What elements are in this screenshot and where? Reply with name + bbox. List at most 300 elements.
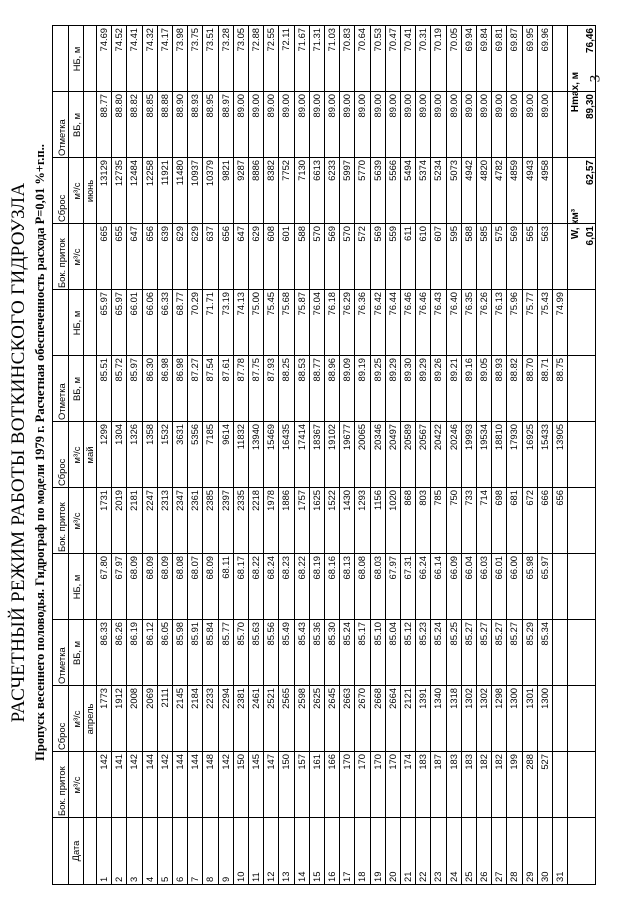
table-cell: 70.83 [341,28,353,52]
table-cell: 85.91 [189,622,201,646]
header-unit-6: ВБ, м [71,376,82,402]
table-cell: 1757 [295,490,307,511]
table-cell: 31 [554,871,565,882]
table-cell: 73.98 [174,28,185,52]
table-cell: 611 [402,226,413,241]
table-cell: 65.97 [98,292,109,316]
table-cell: 74.17 [158,28,170,52]
table-cell [552,26,567,92]
table-cell: 85.84 [204,622,216,646]
table-cell: 76.29 [341,292,353,316]
table-cell: 2111 [158,688,170,708]
table-cell: 89.00 [417,94,429,118]
table-cell: 5997 [341,160,353,181]
table-cell [552,554,567,620]
table-cell: 10937 [189,160,201,187]
table-cell: 144 [174,754,185,770]
table-cell: 4859 [508,160,520,181]
table-cell: 647 [234,226,246,242]
table-cell: 2313 [158,490,170,511]
table-cell: 88.70 [523,358,535,382]
table-cell: 75.45 [265,292,277,316]
table-cell: 88.25 [280,358,292,382]
table-cell: 88.90 [174,94,185,118]
table-cell: 73.05 [234,28,246,52]
table-cell: 89.00 [447,94,459,118]
page-number: 3 [587,74,604,83]
table-cell: 66.00 [508,556,520,580]
table-cell: 74.52 [113,28,125,52]
table-cell: 183 [462,754,474,770]
table-cell: 656 [143,226,155,242]
table-cell: 88.93 [493,358,505,382]
table-cell: 2565 [280,688,292,709]
table-cell: 85.30 [326,622,337,646]
table-cell: 11 [250,872,261,882]
table-cell: 9614 [219,424,231,445]
table-cell: 65.97 [538,556,550,580]
table-cell: 575 [493,226,505,242]
table-cell: 4782 [493,160,505,181]
table-cell: 570 [310,226,322,242]
header-unit-8: м³/с [71,248,82,266]
table-cell: 698 [493,490,505,506]
table-cell: 3 [128,876,140,882]
table-cell: 1625 [310,490,322,511]
table-cell: 86.98 [174,358,185,382]
table-cell: 88.80 [113,94,125,118]
table-cell: 13940 [250,424,261,451]
table-cell: 76.43 [432,292,444,316]
table-cell: 73.51 [204,28,216,52]
table-cell: 68.16 [326,556,337,580]
table-cell: 8382 [265,160,277,181]
table-cell: 2347 [174,490,185,511]
table-cell: 85.10 [371,622,383,646]
table-cell: 2668 [371,688,383,709]
table-cell: 1430 [341,490,353,511]
table-cell: 89.29 [386,358,398,382]
table-cell: 610 [417,226,429,242]
table-cell: 637 [204,226,216,242]
table-cell: 85.77 [219,622,231,646]
table-cell: 71.31 [310,28,322,52]
table-cell: 17414 [295,424,307,451]
table-cell: 1298 [493,688,505,709]
table-cell: 183 [417,754,429,770]
table-cell: 75.43 [538,292,550,316]
table-cell: 66.14 [432,556,444,580]
table-cell: 142 [98,754,109,770]
table-cell: 2145 [174,688,185,709]
table-cell: 85.24 [341,622,353,646]
table-cell: 74.99 [554,292,565,316]
table-cell: 1358 [143,424,155,445]
table-cell: 2 [113,876,125,882]
table-cell: 76.26 [478,292,489,316]
table-cell: 89.05 [478,358,489,382]
table-cell: 4958 [538,160,550,181]
table-cell: 868 [402,490,413,506]
table-cell: 87.27 [189,358,201,382]
table-cell: 68.19 [310,556,322,580]
table-cell: 1300 [508,688,520,709]
table-cell: 68.13 [341,556,353,580]
table-cell: 65.98 [523,556,535,580]
table-cell: 5073 [447,160,459,181]
table-cell: 5356 [189,424,201,445]
table-cell: 5566 [386,160,398,181]
table-cell: 85.36 [310,622,322,646]
table-cell: 1304 [113,424,125,445]
table-cell: 1912 [113,688,125,709]
header-month-april: апрель [84,703,95,735]
table-cell: 1522 [326,490,337,511]
table-cell: 2645 [326,688,337,709]
table-cell: 89.21 [447,358,459,382]
header-group-6: Бок. приток [56,238,67,288]
table-cell: 20422 [432,424,444,451]
table-cell: 147 [265,754,277,770]
table-cell: 68.07 [189,556,201,580]
table-cell: 5770 [356,160,368,181]
table-cell: 1302 [462,688,474,709]
table-cell: 639 [158,226,170,242]
table-cell: 23 [432,871,444,882]
header-group-8: Отметка [56,119,67,156]
table-cell: 18367 [310,424,322,451]
table-cell: 68.08 [174,556,185,580]
table-cell: 89.00 [478,94,489,118]
table-cell: 76.13 [493,292,505,316]
table-cell: 17930 [508,424,520,451]
table-cell: 9821 [219,160,231,181]
header-unit-4: м³/с [71,512,82,530]
table-cell: 647 [128,226,140,242]
table-cell: 182 [478,754,489,770]
table-cell: 19677 [341,424,353,451]
table-cell: 68.23 [280,556,292,580]
table-cell: 74.13 [234,292,246,316]
table-cell: 89.00 [462,94,474,118]
table-cell: 2361 [189,490,201,511]
table-cell: 187 [432,754,444,770]
table-cell: 26 [478,871,489,882]
table-cell: 66.01 [493,556,505,580]
header-unit-9: м³/с [71,182,82,200]
table-cell: 68.09 [204,556,216,580]
table-cell: 569 [508,226,520,242]
table-cell: 70.31 [417,28,429,52]
table-cell: 1326 [128,424,140,445]
table-cell: 75.96 [508,292,520,316]
table-cell: 527 [538,754,550,770]
table-cell: 20065 [356,424,368,451]
table-cell: 69.96 [538,28,550,52]
table-cell: 86.19 [128,622,140,646]
table-cell: 785 [432,490,444,506]
table-cell: 72.11 [280,28,292,51]
table-cell: 288 [523,754,535,770]
header-group-3: Бок. приток [56,502,67,552]
table-cell: 5374 [417,160,429,181]
table-cell: 73.75 [189,28,201,52]
table-cell: 85.27 [508,622,520,646]
table-cell: 1 [98,876,109,882]
table-cell: 88.75 [554,358,565,382]
table-cell: 89.00 [265,94,277,118]
table-cell: 144 [189,754,201,770]
table-cell: 69.94 [462,28,474,52]
table-cell: 1773 [98,688,109,709]
table-cell: 17 [341,871,353,882]
table-cell: 68.09 [143,556,155,580]
table-cell: 86.12 [143,622,155,646]
table-cell: 89.00 [250,94,261,118]
table-cell: 2184 [189,688,201,709]
header-unit-2: ВБ, м [71,640,82,666]
table-cell: 73.28 [219,28,231,52]
table-cell: 88.53 [295,358,307,382]
table-cell: 141 [113,754,125,770]
table-cell: 601 [280,226,292,242]
table-cell: 13 [280,871,292,882]
table-cell: 85.63 [250,622,261,646]
table-cell: 89.16 [462,358,474,382]
table-cell: 20 [386,871,398,882]
table-cell: 665 [98,226,109,242]
table-cell: 21 [402,871,413,882]
table-cell: 170 [386,754,398,770]
table-cell: 89.00 [371,94,383,118]
table-cell: 2121 [402,688,413,709]
header-group-5: Отметка [56,383,67,420]
table-cell: 66.33 [158,292,170,316]
table-cell: 13129 [98,160,109,187]
table-cell: 68.24 [265,556,277,580]
table-cell: 88.71 [538,358,550,382]
table-cell: 12 [265,871,277,882]
footer-hmax-upper: 89,30 [585,94,597,120]
table-cell: 88.97 [219,94,231,118]
table-cell: 87.78 [234,358,246,382]
table-cell: 150 [234,754,246,770]
table-cell: 714 [478,490,489,506]
table-cell: 76.44 [386,292,398,316]
table-cell: 12258 [143,160,155,187]
table-cell: 68.22 [295,556,307,580]
table-cell: 89.30 [402,358,413,382]
table-cell: 76.36 [356,292,368,316]
table-cell [552,752,567,818]
table-cell: 1318 [447,688,459,709]
table-cell: 563 [538,226,550,242]
table-cell: 170 [371,754,383,770]
table-cell: 85.17 [356,622,368,646]
table-cell: 68.77 [174,292,185,316]
header-month-june: июнь [84,179,95,203]
table-cell: 75.87 [295,292,307,316]
table-cell: 76.40 [447,292,459,316]
table-cell: 85.27 [478,622,489,646]
table-cell: 76.46 [402,292,413,316]
table-cell: 1340 [432,688,444,709]
table-cell: 8886 [250,160,261,181]
table-cell: 672 [523,490,535,506]
table-cell: 585 [478,226,489,242]
table-cell: 89.00 [432,94,444,118]
table-cell: 85.49 [280,622,292,646]
table-cell: 1532 [158,424,170,445]
table-cell: 629 [174,226,185,242]
table-cell: 25 [462,871,474,882]
table-cell: 1978 [265,490,277,511]
table-cell: 68.09 [128,556,140,580]
table-cell: 89.00 [523,94,535,118]
table-cell: 70.64 [356,28,368,52]
table-cell: 67.97 [113,556,125,580]
table-cell: 88.96 [326,358,337,382]
table-cell: 4942 [462,160,474,181]
header-date: Дата [70,840,81,862]
table-cell: 20589 [402,424,413,451]
table-cell: 2521 [265,688,277,709]
table-cell: 66.24 [417,556,429,580]
table-cell: 629 [189,226,201,242]
table-cell: 85.23 [417,622,429,646]
header-unit-5: м³/с [71,446,82,464]
table-cell: 1299 [98,424,109,445]
table-cell: 67.31 [402,556,413,580]
table-cell: 69.84 [478,28,489,52]
table-cell: 1300 [538,688,550,709]
table-cell: 85.51 [98,358,109,382]
table-cell: 76.18 [326,292,337,316]
table-cell: 20567 [417,424,429,451]
table-cell: 7 [189,876,201,882]
table-cell: 1302 [478,688,489,709]
table-cell: 1020 [386,490,398,511]
table-cell: 2664 [386,688,398,709]
table-cell: 85.43 [295,622,307,646]
table-cell: 18 [356,871,368,882]
table-cell: 22 [417,871,429,882]
table-cell: 89.00 [402,94,413,118]
table-cell: 19 [371,871,383,882]
table-cell: 27 [493,871,505,882]
table-cell: 85.70 [234,622,246,646]
table-cell: 5 [158,876,170,882]
table-cell: 588 [295,226,307,242]
table-cell: 87.93 [265,358,277,382]
table-cell: 18810 [493,424,505,451]
table-cell: 68.08 [356,556,368,580]
table-cell: 88.82 [508,358,520,382]
table-cell: 150 [280,754,292,770]
table-cell: 89.00 [538,94,550,118]
table-cell: 88.85 [143,94,155,118]
table-cell: 73.19 [219,292,231,316]
table-cell: 89.00 [493,94,505,118]
table-cell [552,620,567,686]
table-cell: 87.75 [250,358,261,382]
table-cell: 2218 [250,490,261,511]
table-cell: 174 [402,754,413,770]
table-cell: 655 [113,226,125,242]
table-cell: 15469 [265,424,277,451]
table-cell: 88.88 [158,94,170,118]
table-cell: 2069 [143,688,155,709]
table-cell: 16 [326,871,337,882]
table-cell: 12484 [128,160,140,187]
table-cell: 157 [295,754,307,770]
table-cell: 68.17 [234,556,246,580]
table-cell: 71.67 [295,28,307,52]
header-unit-10: ВБ, м [71,112,82,138]
header-unit-7: НБ, м [71,310,82,336]
table-cell: 76.35 [462,292,474,316]
table-cell: 69.87 [508,28,520,52]
header-group-7: Сброс [56,194,67,222]
table-cell: 74.32 [143,28,155,52]
table-cell: 572 [356,226,368,242]
table-cell: 170 [341,754,353,770]
table-cell: 70.47 [386,28,398,52]
table-cell: 69.95 [523,28,535,52]
table-cell [552,92,567,158]
table-cell: 66.01 [128,292,140,316]
table-cell: 86.05 [158,622,170,646]
table-cell: 85.72 [113,358,125,382]
table-cell: 19993 [462,424,474,451]
table-cell: 1156 [371,490,383,511]
header-month-may: май [84,446,95,464]
footer-hmax-lower: 76,46 [585,28,597,54]
header-unit-1: м³/с [71,710,82,728]
table-cell: 85.27 [462,622,474,646]
header-group-1: Сброс [56,722,67,750]
table-cell: 87.61 [219,358,231,382]
table-cell: 68.22 [250,556,261,580]
table-cell: 7752 [280,160,292,181]
page-subtitle: Пропуск весеннего половодья. Гидрограф по модели 1979 г. Расчетная обеспеченность расхода Р=0,01 %+г.п.. [33,144,47,761]
table-cell: 10379 [204,160,216,187]
table-cell: 89.00 [295,94,307,118]
table-cell: 182 [493,754,505,770]
table-cell: 70.41 [402,28,413,52]
header-unit-0: м³/с [71,776,82,794]
table-cell: 85.29 [523,622,535,646]
table-cell: 2625 [310,688,322,709]
table-cell: 595 [447,226,459,242]
table-cell: 733 [462,490,474,506]
table-cell: 607 [432,226,444,242]
table-cell: 5494 [402,160,413,181]
table-cell: 70.19 [432,28,444,52]
table-cell: 20246 [447,424,459,451]
table-cell: 70.53 [371,28,383,52]
table-cell: 2019 [113,490,125,511]
table-cell: 199 [508,754,520,770]
table-cell: 750 [447,490,459,506]
table-cell: 67.80 [98,556,109,580]
table-cell: 13905 [554,424,565,451]
table-cell: 570 [341,226,353,242]
table-cell: 67.97 [386,556,398,580]
table-cell: 89.00 [508,94,520,118]
table-cell: 5639 [371,160,383,181]
table-cell: 2670 [356,688,368,709]
